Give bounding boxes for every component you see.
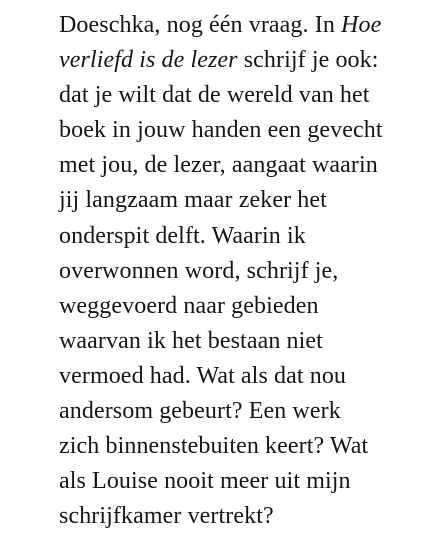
text-line-9: weggevoerd naar gebieden [59, 292, 319, 319]
text-segment: Doeschka, nog één vraag. In [59, 12, 342, 38]
text-segment: schrijf je ook: [237, 47, 379, 74]
text-line-4: boek in jouw handen een gevecht [59, 117, 383, 144]
book-title-fragment: Hoe [341, 12, 382, 38]
book-title-fragment: verliefd is de lezer [59, 47, 238, 74]
text-line-3: dat je wilt dat de wereld van het [59, 82, 370, 109]
text-line-14: als Louise nooit meer uit mijn [59, 468, 351, 495]
text-line-7: onderspit delft. Waarin ik [59, 222, 306, 249]
text-line-5: met jou, de lezer, aangaat waarin [59, 152, 378, 179]
text-line-6: jij langzaam maar zeker het [59, 187, 327, 214]
text-line-13: zich binnenstebuiten keert? Wat [59, 433, 369, 460]
text-line-15: schrijfkamer vertrekt? [59, 503, 274, 530]
text-line-8: overwonnen word, schrijf je, [59, 257, 339, 284]
text-line-2 [59, 43, 439, 78]
text-line-1 [59, 8, 439, 43]
interview-paragraph [59, 8, 439, 534]
text-line-10: waarvan ik het bestaan niet [59, 327, 323, 354]
text-line-11: vermoed had. Wat als dat nou [59, 362, 347, 389]
text-line-12: andersom gebeurt? Een werk [59, 398, 341, 425]
